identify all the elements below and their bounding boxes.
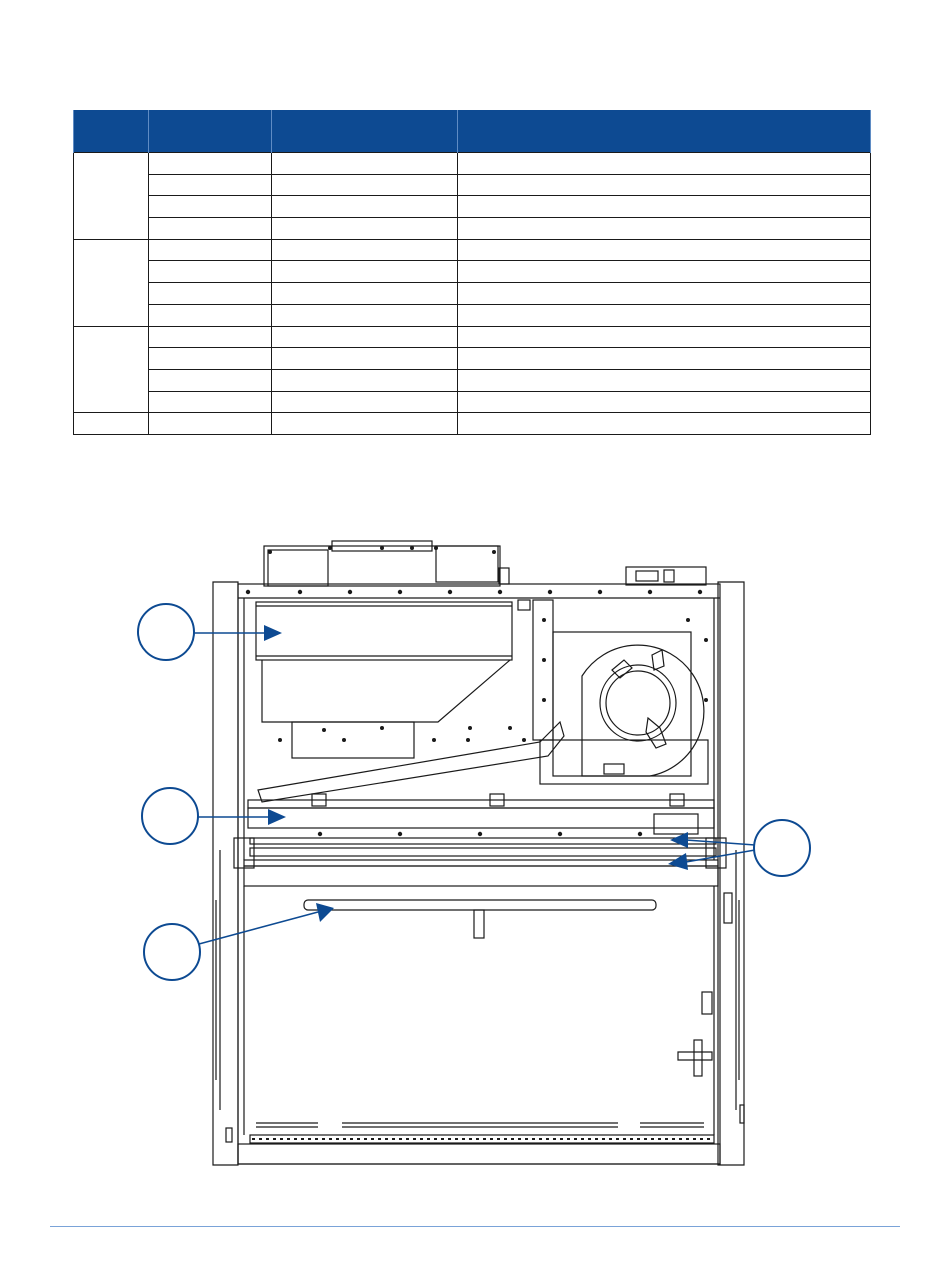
table-cell [149, 218, 272, 240]
table-row [74, 196, 871, 218]
table-cell [149, 391, 272, 413]
header-cell [74, 110, 149, 153]
table-cell [458, 348, 871, 370]
rivets [246, 546, 708, 836]
table-row [74, 283, 871, 305]
sash-track [248, 794, 714, 834]
table-cell [149, 369, 272, 391]
front-grille [238, 1123, 720, 1164]
table-row [74, 153, 871, 175]
table-cell [272, 218, 458, 240]
center-strut [518, 600, 553, 740]
group-label-cell [74, 153, 149, 240]
table-cell [272, 283, 458, 305]
table-cell [272, 391, 458, 413]
table-cell [149, 174, 272, 196]
table-cell [458, 196, 871, 218]
table-cell [458, 304, 871, 326]
top-duct-left [264, 541, 509, 586]
table-cell [149, 413, 272, 435]
table-cell [458, 218, 871, 240]
table-cell [458, 326, 871, 348]
header-cell [149, 110, 272, 153]
table-cell [272, 261, 458, 283]
group-label-cell [74, 239, 149, 326]
table-row [74, 413, 871, 435]
group-label-cell [74, 326, 149, 413]
table-cell [458, 153, 871, 175]
blower-assembly [540, 632, 708, 784]
hepa-filter-upper [256, 602, 512, 758]
table-row [74, 326, 871, 348]
uv-lamp [304, 900, 656, 938]
top-control-box [626, 567, 706, 585]
table-row [74, 348, 871, 370]
table-cell [458, 413, 871, 435]
work-zone [244, 886, 714, 1135]
diagonal-brace [258, 722, 564, 802]
table-cell [458, 391, 871, 413]
footer-rule [50, 1226, 900, 1227]
header-cell [272, 110, 458, 153]
table-cell [272, 304, 458, 326]
table-cell [272, 196, 458, 218]
table-cell [272, 348, 458, 370]
table-cell [149, 304, 272, 326]
table-header-row [74, 110, 871, 153]
callout-c [144, 903, 334, 980]
cabinet-drawing [0, 535, 950, 1195]
side-panel-left [213, 582, 238, 1165]
table-cell [149, 196, 272, 218]
spec-table [73, 110, 871, 435]
table-row [74, 261, 871, 283]
callout-a [138, 604, 282, 660]
table-cell [272, 413, 458, 435]
table-cell [149, 348, 272, 370]
table-cell [272, 153, 458, 175]
group-label-cell [74, 413, 149, 435]
table-cell [272, 326, 458, 348]
table-cell [272, 369, 458, 391]
table-cell [458, 261, 871, 283]
table-row [74, 218, 871, 240]
table-row [74, 369, 871, 391]
table-cell [458, 174, 871, 196]
table-cell [149, 153, 272, 175]
table-cell [458, 239, 871, 261]
table-cell [149, 261, 272, 283]
callout-b [142, 788, 286, 844]
table-row [74, 239, 871, 261]
table-cell [149, 283, 272, 305]
side-panel-right [718, 582, 744, 1165]
table-row [74, 391, 871, 413]
table-cell [458, 369, 871, 391]
table-row [74, 174, 871, 196]
table-cell [149, 326, 272, 348]
cabinet-body [238, 584, 720, 1164]
table-cell [272, 174, 458, 196]
table-row [74, 304, 871, 326]
header-cell [458, 110, 871, 153]
table-cell [272, 239, 458, 261]
light-rails [234, 838, 726, 886]
table-cell [149, 239, 272, 261]
table-cell [458, 283, 871, 305]
